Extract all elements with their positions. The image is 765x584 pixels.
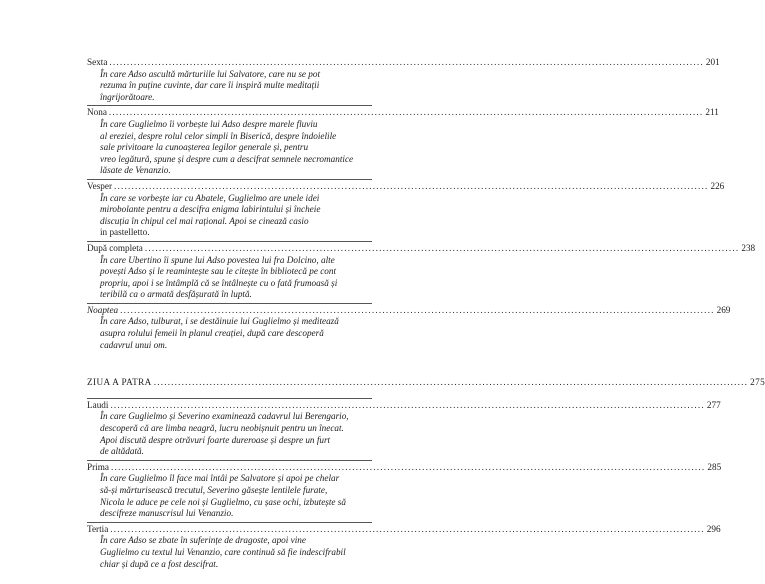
summary-line: îngrijorătoare. [100, 91, 155, 102]
summary-line: descifreze manuscrisul lui Venanzio. [100, 508, 234, 519]
summary-line: in pastelletto. [100, 227, 150, 238]
summary-line: rezuma în puține cuvinte, dar care îi inspiră multe meditații [100, 80, 320, 91]
summary-line: povești Adso și le reamintește sau le citește în bibliotecă pe cont [100, 266, 337, 277]
summary-line: propriu, apoi i se întâmplă că se întâlnește cu o fată frumoasă și [100, 277, 338, 288]
part-title: ZIUA A PATRA [87, 377, 152, 388]
dot-leader: .......................................................................................................................................................................... [110, 461, 706, 472]
entry-divider [87, 522, 372, 523]
part-heading [87, 377, 765, 389]
entry-title: Noaptea [87, 304, 119, 315]
entry-page-number: 201 [705, 57, 720, 67]
summary-line: În care Adso ascultă mărturiile lui Salvatore, care nu se pot [100, 68, 321, 79]
entry-page-number: 277 [706, 399, 721, 410]
summary-line: În care Guglielmo și Severino examinează cadavrul lui Berengario, [100, 411, 349, 422]
toc-entry-heading [87, 242, 756, 255]
entry-summary [87, 473, 372, 520]
summary-line: Nicola le aduce pe cele noi și Guglielmo, cu șase ochi, izbutește să [100, 496, 346, 507]
summary-line: Apoi discută despre otrăvuri foarte dureroase și despre un furt [100, 434, 331, 445]
summary-line: Guglielmo cu textul lui Venanzio, care continuă să fie indescifrabil [100, 546, 346, 557]
entry-summary [87, 535, 372, 571]
entry-title: După completa [87, 242, 143, 253]
toc-entry-heading [87, 180, 725, 193]
summary-line: de altădată. [100, 446, 144, 457]
dot-leader: .......................................................................................................................................................................... [109, 57, 704, 67]
dot-leader: .......................................................................................................................................................................... [114, 180, 709, 191]
entry-title: Laudi [87, 399, 109, 410]
entry-divider [87, 398, 372, 399]
toc-group-ziua-a-treia [87, 57, 756, 352]
entry-title: Nona [87, 107, 107, 118]
toc-entry-heading [87, 57, 720, 69]
section-gap [87, 389, 372, 397]
summary-line: discuția în chipul cel mai rațional. Apoi se cinează casio [100, 215, 309, 226]
entry-summary [87, 316, 372, 352]
table-of-contents [87, 57, 765, 571]
summary-line: În care se vorbește iar cu Abatele, Guglielmo are unele idei [100, 192, 320, 203]
entry-divider [87, 179, 372, 180]
summary-line: vreo legătură, spune și despre cum a descifrat semnele necromantice [100, 153, 354, 164]
toc-entry-heading [87, 399, 721, 412]
dot-leader: .......................................................................................................................................................................... [110, 523, 705, 534]
dot-leader: .......................................................................................................................................................................... [153, 377, 749, 388]
entry-page-number: 269 [716, 304, 731, 315]
entry-divider [87, 241, 372, 242]
summary-line: mirobolante pentru a descifra enigma labirintului și încheie [100, 204, 321, 215]
summary-line: lăsate de Venanzio. [100, 165, 171, 176]
summary-line: În care Guglielmo îi vorbește lui Adso despre marele fluviu [100, 118, 318, 129]
entry-divider [87, 460, 372, 461]
entry-summary [87, 69, 372, 105]
entry-page-number: 296 [706, 523, 721, 534]
summary-line: cadavrul unui om. [100, 339, 168, 350]
entry-divider [87, 105, 372, 106]
summary-line: teribilă ca o armată desfășurată în luptă. [100, 289, 252, 300]
toc-group-ziua-a-patra [87, 399, 722, 571]
entry-summary [87, 411, 372, 458]
summary-line: În care Adso se zbate în suferințe de dragoste, apoi vine [100, 535, 306, 546]
dot-leader: .......................................................................................................................................................................... [144, 242, 740, 253]
summary-line: descoperă că are limba neagră, lucru neobișnuit pentru un înecat. [100, 423, 344, 434]
entry-page-number: 211 [705, 107, 719, 118]
summary-line: să-și mărturisească trecutul, Severino găsește lentilele furate, [100, 485, 328, 495]
summary-line: asupra rolului femeii în planul creației, după care descoperă [100, 328, 324, 339]
dot-leader: .......................................................................................................................................................................... [110, 399, 705, 410]
entry-title: Vesper [87, 180, 112, 191]
section-gap [87, 352, 372, 377]
entry-summary [87, 193, 372, 240]
entry-title: Tertia [87, 523, 109, 534]
toc-entry-heading [87, 304, 731, 317]
dot-leader: .......................................................................................................................................................................... [108, 107, 704, 118]
summary-line: În care Guglielmo îl face mai întâi pe Salvatore și apoi pe chelar [100, 473, 340, 484]
dot-leader: .......................................................................................................................................................................... [120, 304, 715, 315]
summary-line: În care Ubertino îi spune lui Adso povestea lui fra Dolcino, alte [100, 254, 335, 265]
entry-summary [87, 119, 372, 178]
entry-summary [87, 255, 372, 302]
entry-divider [87, 303, 372, 304]
entry-page-number: 238 [741, 242, 756, 253]
toc-entry-heading [87, 461, 722, 474]
toc-entry-heading [87, 107, 719, 119]
entry-title: Sexta [87, 57, 108, 67]
summary-line: al ereziei, despre rolul celor simpli în Biserică, despre îndoielile [100, 130, 337, 141]
toc-entry-heading [87, 523, 721, 536]
part-page-number: 275 [750, 377, 765, 388]
entry-page-number: 285 [707, 461, 722, 472]
summary-line: În care Adso, tulburat, i se destăinuie lui Guglielmo și meditează [100, 316, 339, 327]
summary-line: chiar și după ce a fost descifrat. [100, 558, 219, 569]
entry-title: Prima [87, 461, 109, 472]
summary-line: sale privitoare la cunoașterea legilor generale și, pentru [100, 142, 309, 153]
entry-page-number: 226 [710, 180, 725, 191]
